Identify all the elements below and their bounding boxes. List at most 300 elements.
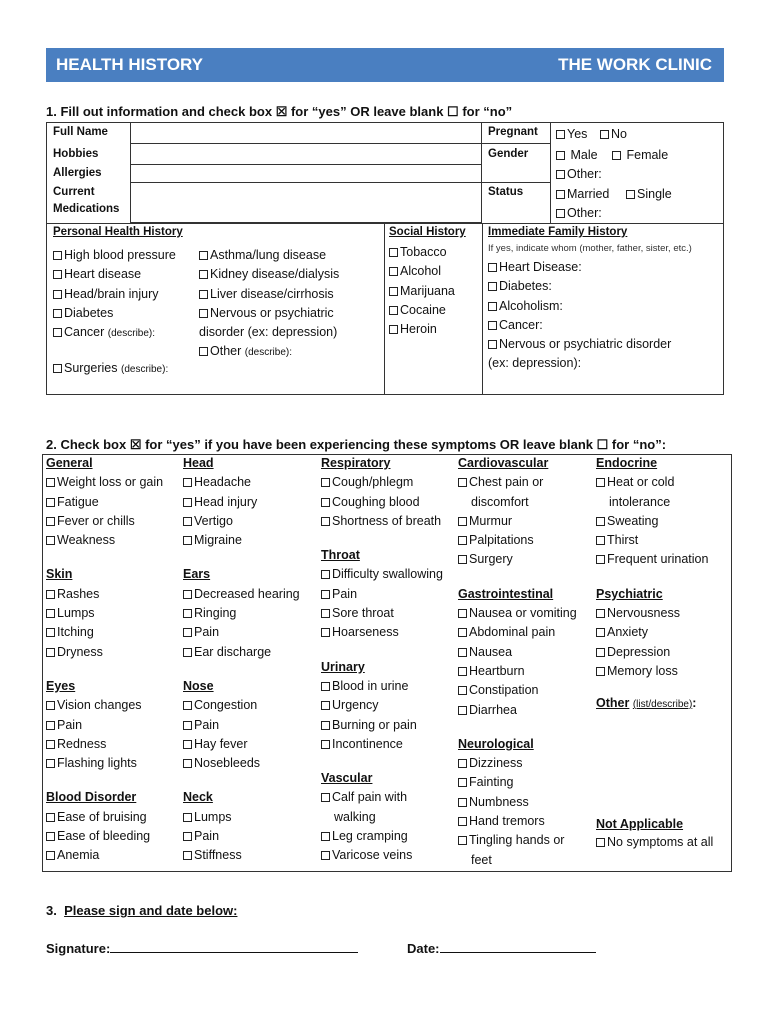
- spacer: [458, 572, 577, 587]
- checkbox-icon[interactable]: [488, 321, 497, 330]
- checkbox-icon[interactable]: [596, 628, 605, 637]
- symptom-continuation: discomfort: [471, 494, 529, 509]
- item-label: Nervous or psychiatric disorder: [499, 337, 672, 352]
- checkbox-icon[interactable]: [46, 648, 55, 657]
- symptom-label: Shortness of breath: [332, 513, 442, 528]
- checkbox-icon[interactable]: [458, 609, 467, 618]
- symptom-item[interactable]: [458, 756, 577, 775]
- no-symptoms-option[interactable]: [596, 835, 713, 849]
- checkbox-icon[interactable]: [321, 498, 330, 507]
- category-heading: Urinary: [321, 659, 365, 674]
- category-heading: Cardiovascular: [458, 456, 549, 470]
- symptom-item[interactable]: [183, 514, 300, 533]
- symptom-label: Stiffness: [194, 848, 242, 863]
- checkbox-icon[interactable]: [458, 817, 467, 826]
- symptom-label: Dizziness: [469, 756, 523, 771]
- checkbox-icon[interactable]: [458, 478, 467, 487]
- hobbies-field[interactable]: [130, 143, 482, 165]
- symptom-item[interactable]: [46, 737, 163, 756]
- heading-text: for “yes” if you have been experiencing these symptoms OR leave blank: [141, 437, 597, 452]
- checkbox-icon[interactable]: [183, 590, 192, 599]
- symptom-item[interactable]: [458, 625, 577, 644]
- checkbox-icon[interactable]: [488, 302, 497, 311]
- symptom-item[interactable]: [458, 533, 577, 552]
- category-heading: Nose: [183, 678, 214, 693]
- symptom-item[interactable]: [183, 606, 300, 625]
- symptom-label: Anemia: [57, 848, 100, 863]
- checkbox-icon[interactable]: [321, 609, 330, 618]
- symptom-label: Thirst: [607, 533, 639, 548]
- item-label: Surgeries: [64, 361, 118, 375]
- symptom-item[interactable]: [321, 514, 443, 533]
- symptom-label: Weight loss or gain: [57, 475, 164, 490]
- category-heading: Respiratory: [321, 456, 391, 470]
- category-heading: Endocrine: [596, 456, 658, 470]
- date-field[interactable]: [440, 952, 596, 953]
- symptom-item[interactable]: [183, 718, 300, 737]
- category-heading: General: [46, 456, 93, 470]
- symptom-item[interactable]: [458, 775, 577, 794]
- checkbox-icon[interactable]: [458, 555, 467, 564]
- symptom-item[interactable]: [321, 848, 443, 867]
- checkbox-icon[interactable]: [458, 759, 467, 768]
- symptom-item[interactable]: [321, 567, 443, 586]
- symptom-item[interactable]: [183, 829, 300, 848]
- option-label: Male: [570, 148, 598, 162]
- option-label: Other:: [567, 206, 602, 220]
- checkbox-icon[interactable]: [199, 309, 208, 318]
- symptom-label: Nausea or vomiting: [469, 606, 577, 621]
- checkbox-icon[interactable]: [183, 832, 192, 841]
- symptom-label: Dryness: [57, 644, 103, 659]
- status-married-option[interactable]: [556, 187, 609, 201]
- symptom-continuation: intolerance: [609, 494, 671, 509]
- symptom-label: Numbness: [469, 794, 529, 809]
- checkbox-icon[interactable]: [596, 609, 605, 618]
- item-label: High blood pressure: [64, 248, 176, 262]
- symptom-label: Pain: [57, 717, 83, 732]
- checked-box-icon: ☒: [275, 104, 288, 119]
- checkbox-icon[interactable]: [596, 838, 605, 847]
- checkbox-icon[interactable]: [458, 836, 467, 845]
- checkbox-item[interactable]: [53, 248, 176, 267]
- category-heading: Vascular: [321, 771, 373, 786]
- symptom-item[interactable]: [321, 679, 443, 698]
- checkbox-icon[interactable]: [389, 287, 398, 296]
- gender-female-option[interactable]: [612, 148, 668, 162]
- checkbox-icon[interactable]: [389, 248, 398, 257]
- checkbox-icon[interactable]: [556, 151, 565, 160]
- spacer: [596, 572, 708, 587]
- symptom-item[interactable]: [183, 698, 300, 717]
- symptom-item[interactable]: [183, 533, 300, 552]
- checkbox-icon[interactable]: [199, 251, 208, 260]
- heading-text: 2. Check box: [46, 437, 130, 452]
- checkbox-icon[interactable]: [46, 498, 55, 507]
- item-label: Kidney disease/dialysis: [210, 267, 340, 282]
- checkbox-icon[interactable]: [183, 813, 192, 822]
- checkbox-icon[interactable]: [389, 267, 398, 276]
- checkbox-item[interactable]: [488, 260, 671, 279]
- checkbox-icon[interactable]: [46, 832, 55, 841]
- symptom-label: Hoarseness: [332, 625, 399, 640]
- symptom-label: Fainting: [469, 775, 514, 790]
- symptom-item[interactable]: [321, 587, 443, 606]
- checkbox-icon[interactable]: [53, 364, 62, 373]
- symptom-item[interactable]: [46, 475, 163, 494]
- checkbox-icon[interactable]: [321, 832, 330, 841]
- checkbox-icon[interactable]: [183, 740, 192, 749]
- checkbox-icon[interactable]: [199, 347, 208, 356]
- checkbox-item[interactable]: [53, 325, 176, 344]
- checkbox-icon[interactable]: [199, 270, 208, 279]
- symptom-label: Ear discharge: [194, 644, 272, 659]
- surgeries-item[interactable]: [53, 361, 168, 375]
- symptom-item[interactable]: [596, 645, 708, 664]
- symptom-label: Calf pain with: [332, 790, 408, 805]
- symptom-label: Migraine: [194, 533, 242, 548]
- checkbox-icon[interactable]: [556, 190, 565, 199]
- symptom-label: Itching: [57, 625, 94, 640]
- checkbox-icon[interactable]: [183, 648, 192, 657]
- describe-note: (describe):: [120, 364, 169, 375]
- symptom-label: Difficulty swallowing: [332, 567, 443, 582]
- symptom-label: Fatigue: [57, 494, 99, 509]
- checkbox-icon[interactable]: [556, 209, 565, 218]
- item-label: Cancer: [64, 325, 105, 340]
- symptom-item[interactable]: [46, 645, 163, 664]
- checkbox-icon[interactable]: [488, 263, 497, 272]
- symptom-item[interactable]: [46, 606, 163, 625]
- full-name-field[interactable]: [130, 122, 482, 144]
- checkbox-icon[interactable]: [46, 721, 55, 730]
- symptom-item[interactable]: [321, 475, 443, 494]
- checkbox-icon[interactable]: [596, 648, 605, 657]
- checkbox-icon[interactable]: [626, 190, 635, 199]
- checkbox-icon[interactable]: [46, 517, 55, 526]
- symptom-item[interactable]: [458, 703, 577, 722]
- symptom-item[interactable]: [46, 756, 163, 775]
- checkbox-item[interactable]: [53, 306, 176, 325]
- symptom-item[interactable]: [46, 829, 163, 848]
- symptoms-col-2: [183, 456, 300, 868]
- checkbox-item[interactable]: [389, 322, 455, 341]
- checkbox-icon[interactable]: [458, 517, 467, 526]
- symptom-item[interactable]: [183, 495, 300, 514]
- item-label: Heroin: [400, 322, 437, 337]
- current-label: Current: [53, 186, 95, 198]
- checkbox-item[interactable]: [488, 337, 671, 356]
- item-label: Diabetes:: [499, 279, 552, 294]
- symptom-item[interactable]: [321, 606, 443, 625]
- symptom-item[interactable]: [46, 514, 163, 533]
- symptom-item[interactable]: [458, 552, 577, 571]
- symptom-item[interactable]: [458, 514, 577, 533]
- symptom-item[interactable]: [321, 790, 443, 809]
- symptom-item[interactable]: [183, 625, 300, 644]
- item-label: Other: [210, 344, 242, 359]
- spacer: [321, 645, 443, 660]
- checkbox-icon[interactable]: [458, 778, 467, 787]
- checkbox-icon[interactable]: [321, 517, 330, 526]
- item-label: Heart Disease:: [499, 260, 582, 274]
- status-single-option[interactable]: [626, 187, 672, 201]
- symptom-item[interactable]: [596, 514, 708, 533]
- checkbox-icon[interactable]: [46, 536, 55, 545]
- symptom-item[interactable]: [596, 625, 708, 644]
- checkbox-icon[interactable]: [53, 290, 62, 299]
- symptom-item[interactable]: [183, 645, 300, 664]
- checkbox-icon[interactable]: [199, 290, 208, 299]
- symptom-item[interactable]: [321, 698, 443, 717]
- family-history-note: If yes, indicate whom (mother, father, sister, etc.): [488, 243, 692, 254]
- symptom-label: Ringing: [194, 606, 237, 621]
- medications-label: Medications: [53, 203, 120, 215]
- checkbox-icon[interactable]: [53, 328, 62, 337]
- checkbox-icon[interactable]: [389, 306, 398, 315]
- checkbox-icon[interactable]: [612, 151, 621, 160]
- symptom-label: Lumps: [57, 606, 95, 621]
- symptom-item[interactable]: [458, 795, 577, 814]
- symptom-label: Decreased hearing: [194, 586, 300, 601]
- checkbox-icon[interactable]: [321, 740, 330, 749]
- divider: [482, 223, 483, 395]
- checkbox-icon[interactable]: [46, 609, 55, 618]
- symptom-item[interactable]: [183, 810, 300, 829]
- checkbox-icon[interactable]: [596, 555, 605, 564]
- checkbox-icon[interactable]: [46, 590, 55, 599]
- symptoms-col-1: [46, 456, 163, 868]
- checkbox-icon[interactable]: [183, 498, 192, 507]
- checkbox-icon[interactable]: [183, 759, 192, 768]
- checkbox-icon[interactable]: [321, 851, 330, 860]
- heading-text: for “no”:: [608, 437, 667, 452]
- symptom-item[interactable]: [321, 829, 443, 848]
- date-line: [407, 941, 596, 956]
- symptom-item[interactable]: [46, 587, 163, 606]
- option-label: Single: [637, 187, 672, 201]
- checkbox-icon[interactable]: [46, 851, 55, 860]
- checkbox-icon[interactable]: [458, 536, 467, 545]
- checkbox-icon[interactable]: [183, 609, 192, 618]
- checkbox-icon[interactable]: [321, 793, 330, 802]
- checkbox-item[interactable]: [199, 287, 339, 306]
- symptom-label: Hay fever: [194, 736, 248, 751]
- symptom-item[interactable]: [596, 475, 708, 494]
- checkbox-icon[interactable]: [321, 721, 330, 730]
- symptom-item[interactable]: [458, 683, 577, 702]
- symptom-label: Varicose veins: [332, 848, 413, 863]
- symptom-item[interactable]: [46, 718, 163, 737]
- pregnant-no-option[interactable]: [600, 127, 627, 141]
- category-heading: Neck: [183, 790, 213, 805]
- checkbox-icon[interactable]: [556, 130, 565, 139]
- symptom-label: Frequent urination: [607, 552, 709, 567]
- checkbox-icon[interactable]: [458, 686, 467, 695]
- checkbox-icon[interactable]: [458, 667, 467, 676]
- checkbox-icon[interactable]: [389, 325, 398, 334]
- symptom-label: Vision changes: [57, 698, 142, 713]
- empty-box-icon: ☐: [596, 437, 609, 452]
- checkbox-icon[interactable]: [321, 701, 330, 710]
- checkbox-item[interactable]: [389, 264, 455, 283]
- symptom-item[interactable]: [458, 475, 577, 494]
- allergies-field[interactable]: [130, 164, 482, 183]
- symptom-item[interactable]: [183, 848, 300, 867]
- status-other-option[interactable]: [556, 206, 602, 220]
- checkbox-icon[interactable]: [488, 282, 497, 291]
- item-label: No symptoms at all: [607, 835, 714, 849]
- symptom-item[interactable]: [458, 606, 577, 625]
- symptom-item[interactable]: [458, 814, 577, 833]
- checkbox-icon[interactable]: [458, 628, 467, 637]
- divider: [482, 143, 550, 144]
- checkbox-item[interactable]: [199, 306, 339, 325]
- checkbox-icon[interactable]: [600, 130, 609, 139]
- option-label: Yes: [567, 127, 588, 141]
- section1-heading: [46, 104, 512, 120]
- symptom-item[interactable]: [321, 718, 443, 737]
- checkbox-item[interactable]: [53, 267, 176, 286]
- symptom-label: Surgery: [469, 552, 513, 567]
- checkbox-icon[interactable]: [458, 706, 467, 715]
- symptom-item[interactable]: [183, 756, 300, 775]
- checkbox-item[interactable]: [199, 248, 339, 267]
- symptom-item[interactable]: [596, 533, 708, 552]
- checkbox-icon[interactable]: [53, 309, 62, 318]
- symptom-item[interactable]: [46, 533, 163, 552]
- symptom-item[interactable]: [46, 625, 163, 644]
- symptom-item[interactable]: [321, 625, 443, 644]
- other-label: Other: [596, 696, 630, 710]
- checkbox-icon[interactable]: [53, 270, 62, 279]
- symptom-item[interactable]: [321, 737, 443, 756]
- checkbox-icon[interactable]: [321, 682, 330, 691]
- item-label: Alcohol: [400, 264, 441, 279]
- checkbox-icon[interactable]: [46, 813, 55, 822]
- item-label: Alcoholism:: [499, 298, 563, 313]
- checkbox-icon[interactable]: [321, 478, 330, 487]
- checkbox-icon[interactable]: [183, 851, 192, 860]
- checkbox-icon[interactable]: [183, 628, 192, 637]
- checkbox-item[interactable]: [488, 279, 671, 298]
- clinic-name: THE WORK CLINIC: [558, 55, 712, 74]
- option-label: No: [611, 127, 627, 141]
- header-banner: [46, 48, 724, 82]
- checkbox-item[interactable]: [488, 299, 671, 318]
- symptom-item[interactable]: [183, 737, 300, 756]
- describe-note: (describe):: [244, 347, 292, 359]
- symptom-item[interactable]: [183, 587, 300, 606]
- checkbox-icon[interactable]: [596, 478, 605, 487]
- spacer: [321, 756, 443, 771]
- checkbox-item[interactable]: [389, 303, 455, 322]
- symptom-item[interactable]: [46, 495, 163, 514]
- symptom-label: Lumps: [194, 809, 232, 824]
- checkbox-item[interactable]: [488, 318, 671, 337]
- checkbox-icon[interactable]: [596, 517, 605, 526]
- signature-field[interactable]: [110, 952, 358, 953]
- symptom-label: Weakness: [57, 533, 116, 548]
- checkbox-icon[interactable]: [321, 628, 330, 637]
- symptom-item[interactable]: [596, 664, 708, 683]
- symptom-item[interactable]: [458, 664, 577, 683]
- symptom-item[interactable]: [46, 848, 163, 867]
- symptom-item[interactable]: [458, 645, 577, 664]
- symptom-label: Tingling hands or: [469, 833, 565, 848]
- spacer: [183, 664, 300, 679]
- family-history-list: [488, 260, 671, 376]
- checkbox-icon[interactable]: [46, 478, 55, 487]
- checkbox-item[interactable]: [199, 344, 339, 363]
- checkbox-icon[interactable]: [183, 478, 192, 487]
- checkbox-icon[interactable]: [53, 251, 62, 260]
- checkbox-icon[interactable]: [458, 798, 467, 807]
- heading-text: for “no”: [458, 104, 513, 119]
- symptom-item[interactable]: [596, 552, 708, 571]
- checkbox-item[interactable]: [53, 287, 176, 306]
- symptoms-col-4: [458, 456, 577, 872]
- symptom-label: Memory loss: [607, 663, 678, 678]
- symptom-item[interactable]: [596, 606, 708, 625]
- social-history-list: [389, 245, 455, 341]
- checkbox-item[interactable]: [199, 267, 339, 286]
- checkbox-icon[interactable]: [46, 628, 55, 637]
- symptom-item[interactable]: [46, 810, 163, 829]
- divider: [384, 223, 385, 395]
- checkbox-icon[interactable]: [596, 667, 605, 676]
- symptom-label: Sore throat: [332, 606, 394, 621]
- checkbox-icon[interactable]: [46, 759, 55, 768]
- checkbox-icon[interactable]: [46, 740, 55, 749]
- symptom-label: Constipation: [469, 683, 539, 698]
- symptom-label: Heat or cold: [607, 475, 675, 490]
- item-label: Liver disease/cirrhosis: [210, 286, 334, 301]
- checkbox-item[interactable]: [389, 245, 455, 264]
- checkbox-icon[interactable]: [556, 170, 565, 179]
- checkbox-icon[interactable]: [596, 536, 605, 545]
- checkbox-icon[interactable]: [183, 721, 192, 730]
- checkbox-icon[interactable]: [458, 648, 467, 657]
- divider: [550, 122, 551, 223]
- symptom-item[interactable]: [458, 833, 577, 852]
- checkbox-icon[interactable]: [183, 517, 192, 526]
- pregnant-yes-option[interactable]: [556, 127, 587, 141]
- symptom-label: Pain: [194, 829, 220, 844]
- gender-other-option[interactable]: [556, 167, 602, 181]
- symptom-label: Pain: [332, 586, 358, 601]
- symptom-label: Pain: [194, 717, 220, 732]
- symptom-label: Leg cramping: [332, 829, 408, 844]
- divider: [482, 182, 550, 183]
- checkbox-icon[interactable]: [183, 701, 192, 710]
- symptom-item[interactable]: [46, 698, 163, 717]
- item-label: Asthma/lung disease: [210, 248, 327, 262]
- gender-male-option[interactable]: [556, 148, 598, 162]
- checkbox-icon[interactable]: [46, 701, 55, 710]
- checkbox-icon[interactable]: [321, 590, 330, 599]
- symptom-item[interactable]: [321, 495, 443, 514]
- pregnant-label: Pregnant: [488, 126, 538, 138]
- checkbox-item[interactable]: [389, 284, 455, 303]
- checkbox-icon[interactable]: [183, 536, 192, 545]
- checkbox-icon[interactable]: [321, 570, 330, 579]
- checkbox-icon[interactable]: [488, 340, 497, 349]
- medications-field[interactable]: [130, 182, 482, 223]
- symptom-label: Coughing blood: [332, 494, 420, 509]
- symptom-item[interactable]: [183, 475, 300, 494]
- item-continuation: disorder (ex: depression): [199, 325, 338, 340]
